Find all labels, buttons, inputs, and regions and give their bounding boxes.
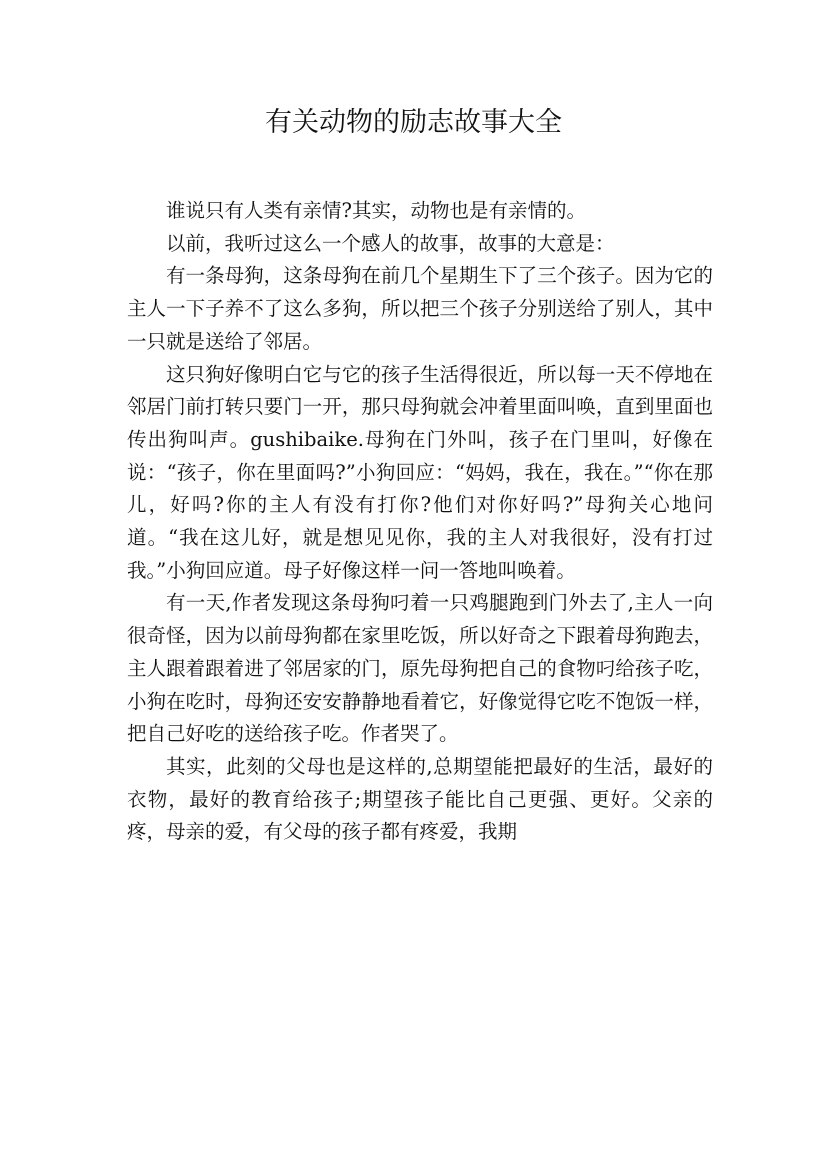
paragraph-2: 以前，我听过这么一个感人的故事，故事的大意是： (166, 231, 615, 255)
document-title: 有关动物的励志故事大全 (265, 107, 562, 138)
paragraph-1: 谁说只有人类有亲情?其实，动物也是有亲情的。 (166, 199, 586, 222)
paragraph-4: 这只狗好像明白它与它的孩子生活得很近，所以每一天不停地在邻居门前打转只要门一开，那只母狗就会冲着里面叫唤，直到里面也传出狗叫声。gushibaike.母狗在门外叫，孩子在门里叫，好像在说：“孩子，你在里面吗?”小狗回应：“妈妈，我在，我在。”“你在那儿，好吗?你的主人有没有打你?他们对你好吗?”母狗关心地问道。“我在这儿好，就是想见见你，我的主人对我很好，没有打过我。”小狗回应道。母子好像这样一问一答地叫唤着。 (127, 362, 713, 582)
paragraph-3: 有一条母狗，这条母狗在前几个星期生下了三个孩子。因为它的主人一下子养不了这么多狗，所以把三个孩子分别送给了别人，其中一只就是送给了邻居。 (127, 264, 713, 353)
paragraph-6: 其实，此刻的父母也是这样的,总期望能把最好的生活，最好的衣物，最好的教育给孩子;期望孩子能比自己更强、更好。父亲的疼，母亲的爱，有父母的孩子都有疼爱，我期 (127, 754, 713, 844)
paragraph-5: 有一天,作者发现这条母狗叼着一只鸡腿跑到门外去了,主人一向很奇怪，因为以前母狗都在家里吃饭，所以好奇之下跟着母狗跑去，主人跟着跟着进了邻居家的门，原先母狗把自己的食物叼给孩子吃，小狗在吃时，母狗还安安静静地看着它，好像觉得它吃不饱饭一样，把自己好吃的送给孩子吃。作者哭了。 (127, 591, 713, 746)
document-body (127, 195, 713, 849)
